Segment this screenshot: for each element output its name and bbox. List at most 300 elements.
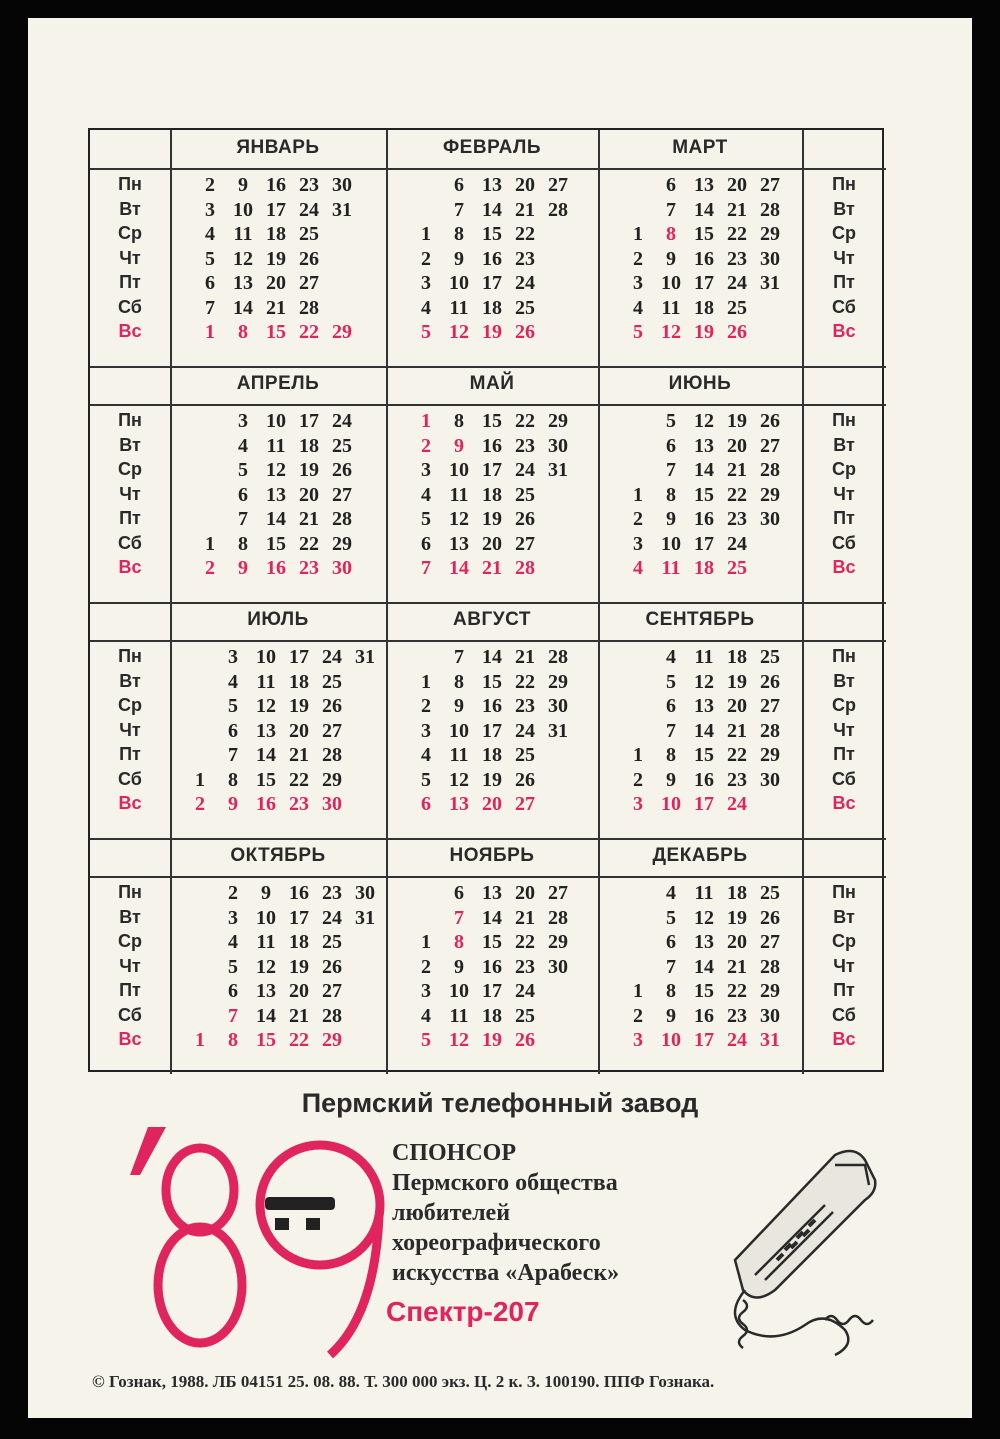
weekday-label-left: Чт: [119, 247, 141, 268]
weekday-label-left: Пт: [119, 744, 141, 764]
calendar-day: 20: [299, 483, 319, 506]
weekday-label-right: Вс: [832, 321, 856, 341]
calendar-day: 18: [289, 931, 309, 953]
weekday-label-right: Вт: [833, 434, 855, 455]
calendar-day: 20: [727, 695, 747, 717]
calendar-day: 11: [661, 557, 681, 579]
calendar-day: 5: [205, 247, 215, 270]
calendar-day: 4: [666, 882, 676, 904]
weekday-label-left: Пн: [118, 882, 142, 902]
calendar-day: 14: [256, 1004, 276, 1027]
weekday-label-left: Пт: [119, 508, 141, 528]
calendar-day: 5: [633, 321, 643, 343]
calendar-day: 7: [666, 198, 676, 221]
calendar-day: 3: [633, 1029, 643, 1051]
calendar-day: 7: [238, 508, 248, 530]
calendar-day: 13: [266, 483, 286, 506]
calendar-day: 8: [666, 980, 676, 1002]
calendar-day: 10: [661, 532, 681, 555]
calendar-day: 6: [666, 174, 676, 196]
month-name: АПРЕЛЬ: [236, 373, 320, 394]
calendar-day: 2: [228, 882, 238, 904]
calendar-day: 4: [633, 296, 643, 319]
calendar-day: 28: [322, 744, 342, 766]
calendar-day: 27: [760, 174, 780, 196]
calendar-day: 27: [299, 272, 319, 294]
calendar-day: 28: [760, 955, 780, 978]
calendar-day: 10: [449, 719, 469, 742]
weekday-label-right: Сб: [832, 768, 856, 789]
calendar-day: 28: [332, 508, 352, 530]
weekday-label-left: Пт: [119, 272, 141, 292]
calendar-day: 30: [760, 1004, 780, 1027]
calendar-day: 3: [228, 906, 238, 929]
calendar-day: 10: [233, 198, 253, 221]
calendar-day: 22: [299, 532, 319, 555]
calendar-day: 15: [694, 980, 714, 1002]
calendar-day: 5: [666, 906, 676, 929]
calendar-day: 9: [454, 247, 464, 270]
calendar-day: 15: [256, 1029, 276, 1051]
calendar-day: 6: [238, 483, 248, 506]
calendar-day: 7: [454, 906, 464, 929]
weekday-label-right: Вс: [832, 793, 856, 813]
calendar-day: 10: [661, 1029, 681, 1051]
calendar-day: 21: [289, 744, 309, 766]
calendar-day: 12: [449, 508, 469, 530]
calendar-day: 15: [482, 931, 502, 953]
weekday-label-right: Вт: [833, 198, 855, 219]
calendar-day: 21: [515, 198, 535, 221]
calendar-day: 10: [661, 272, 681, 294]
calendar-day: 4: [228, 670, 238, 693]
calendar-day: 30: [332, 174, 352, 196]
calendar-day: 8: [454, 223, 464, 245]
calendar-day: 25: [727, 557, 747, 579]
calendar-day: 12: [449, 768, 469, 791]
calendar-day: 22: [727, 483, 747, 506]
calendar-day: 13: [694, 931, 714, 953]
calendar-day: 3: [205, 198, 215, 221]
calendar-day: 26: [322, 695, 342, 717]
calendar-day: 22: [515, 931, 535, 953]
calendar-day: 20: [289, 980, 309, 1002]
weekday-label-right: Вс: [832, 1029, 856, 1049]
calendar-day: 26: [760, 410, 780, 432]
grid-line: [90, 838, 886, 840]
weekday-label-right: Чт: [833, 483, 855, 504]
calendar-day: 6: [454, 174, 464, 196]
calendar-day: 3: [421, 459, 431, 481]
calendar-day: 16: [266, 557, 286, 579]
calendar-day: 14: [482, 646, 502, 668]
calendar-day: 1: [195, 1029, 205, 1051]
calendar-day: 24: [322, 646, 342, 668]
calendar-day: 28: [760, 719, 780, 742]
calendar-day: 22: [289, 1029, 309, 1051]
calendar-day: 13: [256, 980, 276, 1002]
calendar-day: 6: [666, 434, 676, 457]
month-name: МАЙ: [469, 373, 515, 394]
calendar-day: 24: [727, 793, 747, 815]
weekday-label-left: Ср: [118, 695, 142, 715]
calendar-day: 9: [261, 882, 271, 904]
calendar-day: 13: [694, 434, 714, 457]
calendar-day: 23: [515, 695, 535, 717]
calendar-day: 16: [482, 695, 502, 717]
calendar-day: 14: [694, 459, 714, 481]
weekday-label-left: Вт: [119, 670, 141, 691]
month-name: СЕНТЯБРЬ: [645, 609, 755, 630]
calendar-day: 14: [694, 719, 714, 742]
calendar-day: 17: [299, 410, 319, 432]
calendar-day: 27: [322, 980, 342, 1002]
calendar-day: 4: [421, 483, 431, 506]
calendar-day: 2: [195, 793, 205, 815]
sponsor-line: искусства «Арабеск»: [392, 1260, 620, 1286]
calendar-day: 7: [228, 1004, 238, 1027]
calendar-day: 9: [454, 434, 464, 457]
weekday-label-left: Чт: [119, 719, 141, 740]
calendar-day: 19: [289, 955, 309, 978]
calendar-day: 18: [727, 646, 747, 668]
weekday-label-right: Вс: [832, 557, 856, 577]
calendar-day: 25: [760, 646, 780, 668]
calendar-day: 10: [266, 410, 286, 432]
calendar-day: 18: [694, 557, 714, 579]
weekday-label-right: Сб: [832, 1004, 856, 1025]
calendar-day: 15: [266, 532, 286, 555]
calendar-day: 23: [727, 768, 747, 791]
calendar-day: 1: [205, 532, 215, 555]
weekday-label-left: Вт: [119, 198, 141, 219]
calendar-day: 13: [449, 532, 469, 555]
calendar-day: 26: [299, 247, 319, 270]
grid-line: [90, 366, 886, 368]
calendar-day: 28: [760, 459, 780, 481]
calendar-day: 25: [515, 483, 535, 506]
calendar-day: 30: [548, 695, 568, 717]
weekday-label-right: Ср: [832, 695, 856, 715]
calendar-day: 18: [482, 1004, 502, 1027]
calendar-day: 18: [694, 296, 714, 319]
calendar-day: 11: [449, 744, 469, 766]
calendar-day: 25: [322, 670, 342, 693]
calendar-day: 30: [548, 955, 568, 978]
calendar-day: 16: [289, 882, 309, 904]
calendar-day: 21: [727, 955, 747, 978]
year-89-logo: [70, 1105, 390, 1375]
month-name: ФЕВРАЛЬ: [442, 137, 542, 158]
calendar-day: 7: [228, 744, 238, 766]
calendar-day: 13: [233, 272, 253, 294]
calendar-day: 26: [515, 768, 535, 791]
calendar-day: 5: [421, 508, 431, 530]
calendar-day: 29: [332, 532, 352, 555]
calendar-day: 9: [666, 508, 676, 530]
calendar-day: 29: [760, 744, 780, 766]
calendar-day: 13: [694, 174, 714, 196]
calendar-day: 10: [449, 459, 469, 481]
weekday-label-right: Пт: [833, 508, 855, 528]
calendar-day: 29: [332, 321, 352, 343]
calendar-day: 6: [228, 719, 238, 742]
calendar-day: 15: [694, 223, 714, 245]
calendar-day: 25: [515, 296, 535, 319]
weekday-label-left: Вт: [119, 434, 141, 455]
calendar-day: 2: [205, 174, 215, 196]
calendar-day: 5: [421, 768, 431, 791]
month-name: МАРТ: [672, 137, 728, 158]
calendar-day: 3: [633, 793, 643, 815]
calendar-day: 20: [727, 931, 747, 953]
calendar-day: 5: [666, 410, 676, 432]
weekday-label-right: Ср: [832, 931, 856, 951]
calendar-day: 13: [256, 719, 276, 742]
calendar-day: 11: [233, 223, 253, 245]
calendar-day: 8: [666, 223, 676, 245]
calendar-day: 4: [421, 1004, 431, 1027]
calendar-day: 24: [515, 272, 535, 294]
month-name: АВГУСТ: [453, 609, 531, 630]
factory-name: Пермский телефонный завод: [301, 1088, 699, 1118]
weekday-label-left: Пн: [118, 410, 142, 430]
calendar-day: 13: [694, 695, 714, 717]
weekday-label-right: Сб: [832, 296, 856, 317]
calendar-day: 21: [266, 296, 286, 319]
calendar-day: 22: [727, 980, 747, 1002]
calendar-day: 6: [454, 882, 464, 904]
calendar-day: 2: [421, 434, 431, 457]
calendar-day: 28: [515, 557, 535, 579]
calendar-day: 3: [421, 719, 431, 742]
calendar-day: 4: [666, 646, 676, 668]
calendar-day: 24: [727, 1029, 747, 1051]
weekday-label-right: Пн: [832, 410, 856, 430]
calendar-day: 7: [421, 557, 431, 579]
month-name: НОЯБРЬ: [449, 845, 535, 866]
calendar-day: 7: [454, 646, 464, 668]
calendar-day: 19: [289, 695, 309, 717]
calendar-day: 22: [515, 670, 535, 693]
calendar-day: 17: [482, 980, 502, 1002]
calendar-day: 5: [421, 1029, 431, 1051]
calendar-day: 22: [289, 768, 309, 791]
month-name: ЯНВАРЬ: [236, 137, 320, 158]
calendar-day: 26: [760, 906, 780, 929]
calendar-day: 5: [421, 321, 431, 343]
calendar-day: 20: [727, 434, 747, 457]
calendar-day: 4: [205, 223, 215, 245]
calendar-day: 24: [322, 906, 342, 929]
calendar-day: 8: [454, 931, 464, 953]
calendar-day: 23: [515, 955, 535, 978]
calendar-day: 9: [454, 955, 464, 978]
grid-line: [90, 640, 886, 642]
calendar-day: 19: [299, 459, 319, 481]
calendar-day: 10: [256, 906, 276, 929]
weekday-label-left: Пн: [118, 174, 142, 194]
month-name: ИЮЛЬ: [247, 609, 309, 630]
calendar-day: 13: [449, 793, 469, 815]
weekday-label-right: Пн: [832, 646, 856, 666]
calendar-day: 25: [332, 434, 352, 457]
sponsor-line: Пермского общества: [392, 1170, 618, 1196]
grid-line: [90, 168, 886, 170]
calendar-day: 26: [515, 1029, 535, 1051]
calendar-day: 8: [238, 532, 248, 555]
calendar-day: 27: [760, 434, 780, 457]
calendar-day: 27: [515, 532, 535, 555]
calendar-day: 1: [421, 931, 431, 953]
calendar-day: 30: [760, 508, 780, 530]
calendar-day: 21: [482, 557, 502, 579]
calendar-day: 30: [332, 557, 352, 579]
calendar-day: 10: [449, 980, 469, 1002]
calendar-day: 14: [256, 744, 276, 766]
weekday-label-left: Ср: [118, 931, 142, 951]
calendar-day: 28: [299, 296, 319, 319]
calendar-day: 30: [548, 434, 568, 457]
calendar-day: 11: [661, 296, 681, 319]
month-name: ОКТЯБРЬ: [230, 845, 326, 866]
calendar-day: 21: [727, 198, 747, 221]
calendar-day: 5: [228, 695, 238, 717]
calendar-day: 11: [694, 646, 714, 668]
calendar-day: 23: [322, 882, 342, 904]
weekday-label-right: Пт: [833, 980, 855, 1000]
calendar-day: 16: [266, 174, 286, 196]
calendar-day: 16: [482, 955, 502, 978]
calendar-day: 18: [482, 296, 502, 319]
calendar-day: 24: [515, 719, 535, 742]
calendar-day: 12: [694, 906, 714, 929]
calendar-day: 11: [449, 1004, 469, 1027]
calendar-day: 18: [482, 483, 502, 506]
calendar-day: 16: [694, 247, 714, 270]
calendar-day: 17: [266, 198, 286, 221]
calendar-day: 17: [482, 459, 502, 481]
calendar-day: 12: [694, 670, 714, 693]
calendar-day: 19: [727, 410, 747, 432]
calendar-day: 17: [694, 272, 714, 294]
weekday-label-right: Пн: [832, 882, 856, 902]
phone-model: Спектр-207: [386, 1296, 540, 1327]
calendar-day: 28: [548, 198, 568, 221]
calendar-day: 29: [548, 931, 568, 953]
month-name: ИЮНЬ: [668, 373, 732, 394]
calendar-day: 4: [238, 434, 248, 457]
calendar-day: 2: [633, 508, 643, 530]
calendar-day: 17: [289, 906, 309, 929]
calendar-day: 6: [666, 695, 676, 717]
calendar-day: 20: [515, 174, 535, 196]
calendar-day: 25: [515, 744, 535, 766]
calendar-day: 6: [421, 793, 431, 815]
calendar-day: 12: [256, 695, 276, 717]
calendar-day: 8: [228, 1029, 238, 1051]
weekday-label-left: Пт: [119, 980, 141, 1000]
calendar-day: 20: [266, 272, 286, 294]
calendar-day: 27: [548, 882, 568, 904]
calendar-day: 15: [256, 768, 276, 791]
calendar-day: 8: [238, 321, 248, 343]
calendar-day: 26: [322, 955, 342, 978]
calendar-day: 17: [482, 272, 502, 294]
calendar-day: 28: [322, 1004, 342, 1027]
calendar-day: 14: [482, 906, 502, 929]
calendar-day: 8: [454, 410, 464, 432]
calendar-day: 30: [760, 768, 780, 791]
calendar-day: 22: [515, 410, 535, 432]
weekday-label-right: Сб: [832, 532, 856, 553]
calendar-day: 11: [449, 483, 469, 506]
calendar-day: 26: [727, 321, 747, 343]
weekday-label-left: Вт: [119, 906, 141, 927]
calendar-day: 3: [421, 272, 431, 294]
calendar-day: 22: [515, 223, 535, 245]
calendar-day: 20: [482, 532, 502, 555]
calendar-day: 6: [421, 532, 431, 555]
calendar-day: 19: [266, 247, 286, 270]
calendar-day: 1: [633, 483, 643, 506]
calendar-day: 27: [332, 483, 352, 506]
calendar-day: 8: [228, 768, 238, 791]
sponsor-title: СПОНСОР: [392, 1140, 516, 1166]
calendar-day: 15: [694, 483, 714, 506]
calendar-day: 30: [355, 882, 375, 904]
calendar-day: 12: [256, 955, 276, 978]
calendar-day: 5: [238, 459, 248, 481]
calendar-day: 25: [515, 1004, 535, 1027]
calendar-day: 18: [266, 223, 286, 245]
calendar-day: 14: [694, 198, 714, 221]
calendar-day: 3: [633, 272, 643, 294]
calendar-day: 12: [449, 1029, 469, 1051]
calendar-day: 16: [694, 1004, 714, 1027]
weekday-label-right: Пт: [833, 272, 855, 292]
calendar-day: 23: [299, 174, 319, 196]
calendar-day: 5: [666, 670, 676, 693]
calendar-day: 10: [256, 646, 276, 668]
calendar-day: 12: [694, 410, 714, 432]
calendar-day: 16: [256, 793, 276, 815]
calendar-day: 9: [238, 557, 248, 579]
calendar-day: 12: [661, 321, 681, 343]
calendar-day: 31: [548, 719, 568, 742]
calendar-day: 19: [694, 321, 714, 343]
weekday-label-left: Сб: [118, 1004, 142, 1025]
weekday-label-left: Чт: [119, 483, 141, 504]
weekday-label-right: Чт: [833, 955, 855, 976]
calendar-day: 14: [694, 955, 714, 978]
calendar-day: 19: [727, 906, 747, 929]
calendar-day: 17: [482, 719, 502, 742]
calendar-day: 25: [322, 931, 342, 953]
calendar-day: 1: [633, 980, 643, 1002]
weekday-label-left: Вс: [118, 1029, 142, 1049]
calendar-day: 14: [233, 296, 253, 319]
calendar-day: 29: [548, 410, 568, 432]
calendar-day: 28: [760, 198, 780, 221]
weekday-label-left: Ср: [118, 459, 142, 479]
calendar-day: 7: [454, 198, 464, 221]
calendar-day: 21: [515, 646, 535, 668]
print-imprint: © Гознак, 1988. ЛБ 04151 25. 08. 88. Т. 300 000 экз. Ц. 2 к. З. 100190. ППФ Гознака.: [92, 1372, 715, 1391]
calendar-day: 11: [256, 931, 276, 953]
calendar-day: 17: [694, 793, 714, 815]
calendar-day: 5: [228, 955, 238, 978]
